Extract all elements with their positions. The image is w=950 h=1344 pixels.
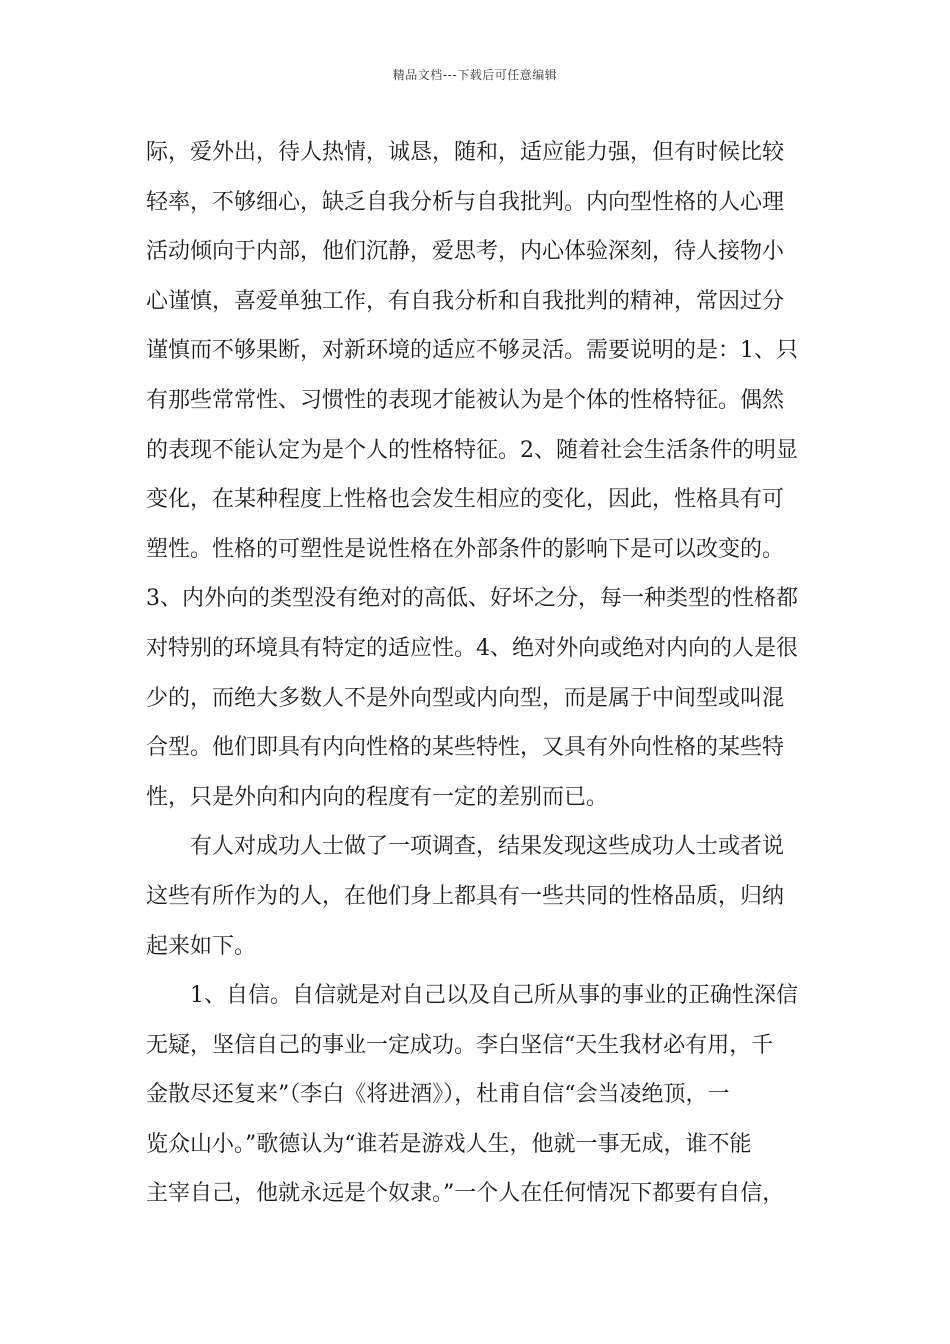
text-line: 谨慎而不够果断，对新环境的适应不够灵活。需要说明的是：1、只: [146, 338, 798, 364]
text-line: 金散尽还复来”（李白《将进酒》），杜甫自信“会当凌绝顶，一: [146, 1082, 730, 1108]
text-line: 有人对成功人士做了一项调查，结果发现这些成功人士或者说: [190, 834, 785, 860]
text-line: 起来如下。: [146, 933, 257, 959]
text-line: 轻率，不够细心，缺乏自我分析与自我批判。内向型性格的人心理: [146, 189, 785, 215]
text-line: 览众山小。”歌德认为“谁若是游戏人生，他就一事无成，谁不能: [146, 1131, 752, 1157]
text-line: 对特别的环境具有特定的适应性。4、绝对外向或绝对内向的人是很: [146, 635, 798, 661]
paragraph-2: [146, 822, 810, 971]
text-line: 合型。他们即具有内向性格的某些特性，又具有外向性格的某些特: [146, 735, 785, 761]
text-line: 心谨慎，喜爱单独工作，有自我分析和自我批判的精神，常因过分: [146, 288, 785, 314]
text-line: 主宰自己，他就永远是个奴隶。”一个人在任何情况下都要有自信，: [146, 1181, 785, 1207]
text-line: 际，爱外出，待人热情，诚恳，随和，适应能力强，但有时候比较: [146, 140, 785, 165]
text-line: 变化，在某种程度上性格也会发生相应的变化，因此，性格具有可: [146, 487, 785, 513]
text-line: 塑性。性格的可塑性是说性格在外部条件的影响下是可以改变的。: [146, 536, 785, 562]
text-line: 有那些常常性、习惯性的表现才能被认为是个体的性格特征。偶然: [146, 387, 785, 413]
document-body: [146, 128, 810, 1219]
page-header: 精品文档---下载后可任意编辑: [392, 68, 558, 82]
text-line: 无疑，坚信自己的事业一定成功。李白坚信“天生我材必有用，千: [146, 1032, 774, 1058]
text-line: 1、自信。自信就是对自己以及自己所从事的事业的正确性深信: [190, 983, 798, 1009]
text-line: 这些有所作为的人，在他们身上都具有一些共同的性格品质，归纳: [146, 883, 785, 909]
paragraph-1: [146, 128, 810, 822]
text-line: 3、内外向的类型没有绝对的高低、好坏之分，每一种类型的性格都: [146, 586, 798, 612]
text-line: 性，只是外向和内向的程度有一定的差别而已。: [146, 784, 609, 810]
text-line: 的表现不能认定为是个人的性格特征。2、随着社会生活条件的明显: [146, 437, 798, 463]
paragraph-3: [146, 971, 810, 1219]
text-line: 活动倾向于内部，他们沉静，爱思考，内心体验深刻，待人接物小: [146, 239, 785, 265]
text-line: 少的，而绝大多数人不是外向型或内向型，而是属于中间型或叫混: [146, 685, 785, 711]
